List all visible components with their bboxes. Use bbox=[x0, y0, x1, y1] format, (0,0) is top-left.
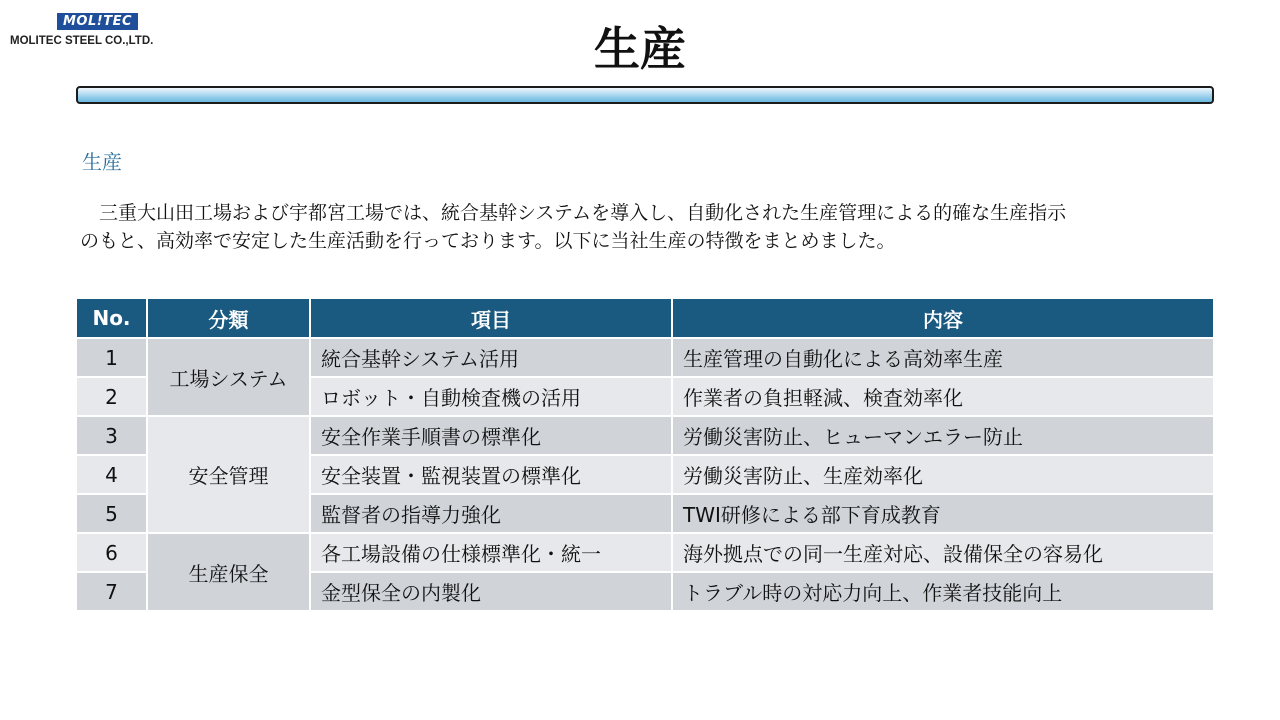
row-number: 7 bbox=[77, 572, 147, 610]
row-number: 5 bbox=[77, 494, 147, 533]
row-content: トラブル時の対応力向上、作業者技能向上 bbox=[672, 572, 1213, 610]
row-content: 生産管理の自動化による高効率生産 bbox=[672, 338, 1213, 377]
row-item: 安全装置・監視装置の標準化 bbox=[310, 455, 672, 494]
intro-line-1: 三重大山田工場および宇都宮工場では、統合基幹システムを導入し、自動化された生産管理による的確な生産指示 bbox=[99, 202, 1067, 224]
page-title: 生産 bbox=[594, 22, 686, 76]
intro-paragraph bbox=[80, 199, 1230, 255]
row-content: 労働災害防止、生産効率化 bbox=[672, 455, 1213, 494]
intro-line-2: のもと、高効率で安定した生産活動を行っております。以下に当社生産の特徴をまとめました。 bbox=[80, 230, 896, 252]
section-heading: 生産 bbox=[82, 150, 122, 174]
table-row bbox=[77, 338, 1213, 377]
logo-badge: MOL!TEC bbox=[57, 13, 138, 30]
company-name: MOLITEC STEEL CO.,LTD. bbox=[10, 35, 154, 47]
category-factory-system: 工場システム bbox=[147, 338, 310, 416]
header-no: No. bbox=[77, 299, 147, 338]
row-item: 統合基幹システム活用 bbox=[310, 338, 672, 377]
row-content: TWI研修による部下育成教育 bbox=[672, 494, 1213, 533]
table-row bbox=[77, 533, 1213, 572]
category-maintenance: 生産保全 bbox=[147, 533, 310, 610]
row-content: 労働災害防止、ヒューマンエラー防止 bbox=[672, 416, 1213, 455]
row-item: ロボット・自動検査機の活用 bbox=[310, 377, 672, 416]
row-item: 各工場設備の仕様標準化・統一 bbox=[310, 533, 672, 572]
header-content: 内容 bbox=[672, 299, 1213, 338]
header-category: 分類 bbox=[147, 299, 310, 338]
production-table bbox=[77, 299, 1213, 610]
row-item: 安全作業手順書の標準化 bbox=[310, 416, 672, 455]
row-item: 金型保全の内製化 bbox=[310, 572, 672, 610]
row-number: 1 bbox=[77, 338, 147, 377]
row-number: 4 bbox=[77, 455, 147, 494]
title-divider bbox=[76, 86, 1214, 104]
row-item: 監督者の指導力強化 bbox=[310, 494, 672, 533]
row-number: 2 bbox=[77, 377, 147, 416]
row-content: 作業者の負担軽減、検査効率化 bbox=[672, 377, 1213, 416]
row-number: 6 bbox=[77, 533, 147, 572]
header-item: 項目 bbox=[310, 299, 672, 338]
row-content: 海外拠点での同一生産対応、設備保全の容易化 bbox=[672, 533, 1213, 572]
table-header-row bbox=[77, 299, 1213, 338]
row-number: 3 bbox=[77, 416, 147, 455]
category-safety: 安全管理 bbox=[147, 416, 310, 533]
table-row bbox=[77, 416, 1213, 455]
